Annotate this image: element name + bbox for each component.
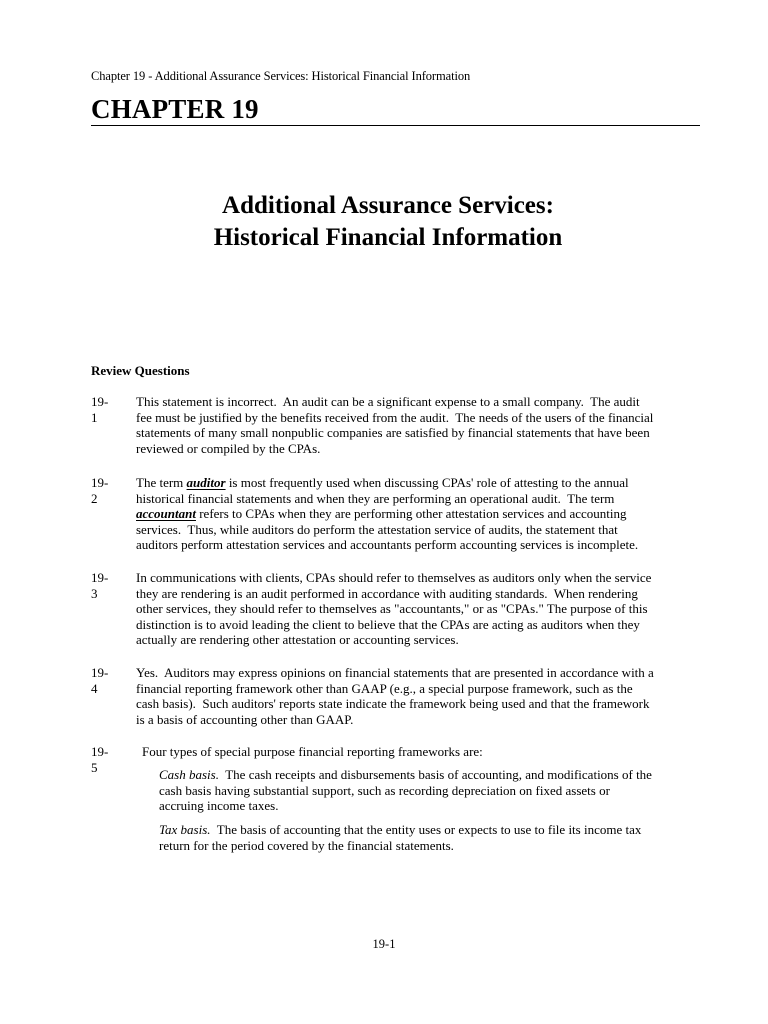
answer-text-run: is most frequently used when discussing CPAs' role of attesting to the annual bbox=[225, 475, 629, 490]
answer-number: 19-5 bbox=[91, 744, 109, 775]
answer-number: 19-2 bbox=[91, 475, 109, 506]
answer-line: statements of many small nonpublic companies are satisfied by financial statements that have been bbox=[136, 425, 650, 441]
framework-line bbox=[159, 822, 729, 838]
answer-line: actually are rendering other attestation or accounting services. bbox=[136, 632, 459, 648]
answer-line: cash basis). Such auditors' reports state indicate the framework being used and that the framework bbox=[136, 696, 650, 712]
running-head: Chapter 19 - Additional Assurance Services: Historical Financial Information bbox=[91, 69, 471, 83]
framework-term: Tax basis. bbox=[159, 822, 211, 837]
chapter-heading: CHAPTER 19 bbox=[91, 94, 259, 124]
framework-line: return for the period covered by the financial statements. bbox=[159, 837, 454, 853]
answer-line: other services, they should refer to themselves as "accountants," or as "CPAs." The purpose of this bbox=[136, 601, 648, 617]
framework-text: The basis of accounting that the entity uses or expects to use to file its income tax bbox=[210, 822, 642, 837]
answer-text-run: refers to CPAs when they are performing other attestation services and accounting bbox=[195, 506, 627, 522]
answer-line: fee must be justified by the benefits received from the audit. The needs of the users of the financial bbox=[136, 409, 654, 425]
framework-line bbox=[159, 767, 729, 783]
answer-line: In communications with clients, CPAs should refer to themselves as auditors only when the service bbox=[136, 570, 652, 585]
answer-text bbox=[136, 570, 768, 648]
answer-text bbox=[136, 475, 768, 553]
framework-line: cash basis having substantial support, such as recording depreciation on fixed assets or bbox=[159, 782, 610, 798]
chapter-divider bbox=[91, 125, 700, 126]
answer-line: historical financial statements and when they are performing an operational audit. The term bbox=[136, 490, 615, 506]
framework-term: Cash basis. bbox=[159, 767, 219, 782]
answer-text-run: The term bbox=[136, 475, 187, 490]
framework-cash-basis bbox=[159, 767, 729, 814]
framework-tax-basis bbox=[159, 822, 729, 853]
keyword-auditor: auditor bbox=[186, 475, 226, 490]
answer-line: is a basis of accounting other than GAAP. bbox=[136, 711, 354, 727]
section-heading: Review Questions bbox=[91, 363, 190, 378]
answer-text bbox=[136, 665, 768, 727]
chapter-title-line-1: Additional Assurance Services: bbox=[222, 192, 554, 219]
answer-line: Four types of special purpose financial reporting frameworks are: bbox=[142, 744, 483, 759]
answer-line bbox=[136, 506, 768, 522]
chapter-title bbox=[91, 190, 685, 254]
answer-number: 19-3 bbox=[91, 570, 109, 601]
answer-line: services. Thus, while auditors do perform the attestation service of audits, the statement that bbox=[136, 521, 618, 537]
answer-text bbox=[142, 744, 768, 760]
keyword-accountant: accountant bbox=[136, 506, 196, 522]
answer-line: Yes. Auditors may express opinions on financial statements that are presented in accordance with a bbox=[136, 665, 654, 680]
page-number: 19-1 bbox=[372, 937, 396, 951]
answer-text bbox=[136, 394, 768, 456]
answer-line: financial reporting framework other than GAAP (e.g., a special purpose framework, such as the bbox=[136, 680, 633, 696]
answer-line: reviewed or compiled by the CPAs. bbox=[136, 440, 321, 456]
answer-number: 19-1 bbox=[91, 394, 109, 425]
answer-line: This statement is incorrect. An audit can be a significant expense to a small company. The audit bbox=[136, 394, 640, 409]
answer-line: they are rendering is an audit performed in accordance with auditing standards. When rendering bbox=[136, 585, 638, 601]
framework-line: accruing income taxes. bbox=[159, 798, 279, 814]
framework-text: The cash receipts and disbursements basis of accounting, and modifications of the bbox=[218, 767, 652, 782]
answer-line: auditors perform attestation services and accountants perform accounting services is incomplete. bbox=[136, 537, 639, 553]
answer-number: 19-4 bbox=[91, 665, 109, 696]
answer-line: distinction is to avoid leading the client to believe that the CPAs are acting as auditors when they bbox=[136, 616, 640, 632]
chapter-title-line-2: Historical Financial Information bbox=[213, 224, 563, 251]
answer-line bbox=[136, 475, 768, 491]
